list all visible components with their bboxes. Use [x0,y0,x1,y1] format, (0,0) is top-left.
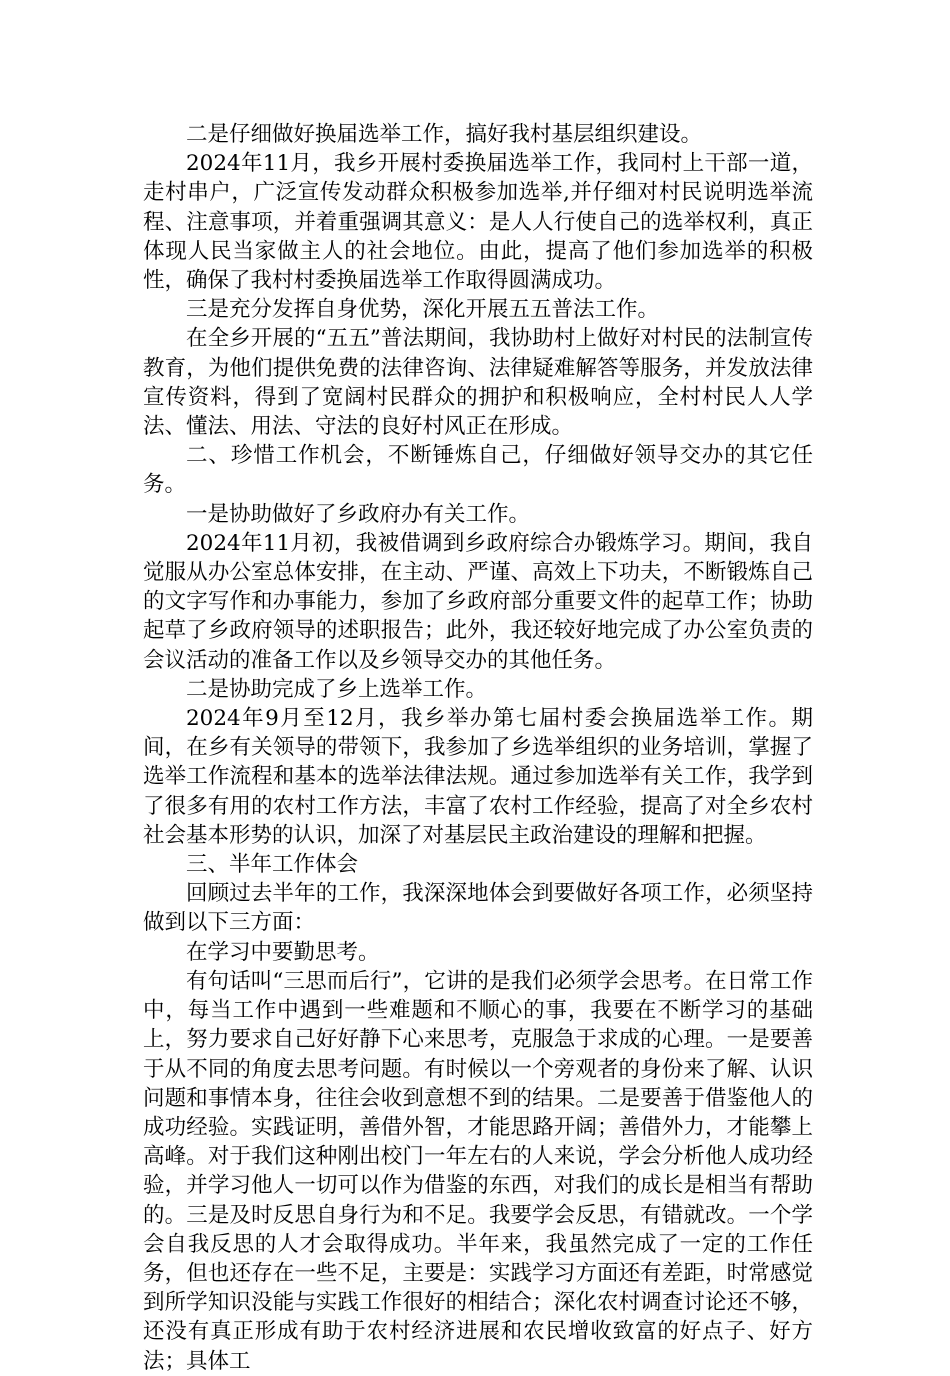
paragraph-law-body: 在全乡开展的“五五”普法期间，我协助村上做好对村民的法制宣传教育，为他们提供免费的法律咨询、法律疑难解答等服务，并发放法律宣传资料，得到了宽阔村民群众的拥护和积极响应，全村村民人人学法、懂法、用法、守法的良好村风正在形成。 [143,326,813,440]
paragraph-thinking-heading: 在学习中要勤思考。 [186,939,380,965]
section-heading-three: 三、半年工作体会 [186,852,359,878]
paragraph-township-election-heading: 二是协助完成了乡上选举工作。 [186,676,488,702]
paragraph-township-election-body: 2024年9月至12月，我乡举办第七届村委会换届选举工作。期间，在乡有关领导的带领下，我参加了乡选举组织的业务培训，掌握了选举工作流程和基本的选举法律法规。通过参加选举有关工作，我学到了很多有用的农村工作方法，丰富了农村工作经验，提高了对全乡农村社会基本形势的认识，加深了对基层民主政治建设的理解和把握。 [143,706,813,848]
document-body [143,120,813,1376]
paragraph-law-heading: 三是充分发挥自身优势，深化开展五五普法工作。 [186,297,660,323]
paragraph-election-body: 2024年11月，我乡开展村委换届选举工作，我同村上干部一道，走村串户，广泛宣传发动群众积极参加选举,并仔细对村民说明选举流程、注意事项，并着重强调其意义：是人人行使自己的选举权利，真正体现人民当家做主人的社会地位。由此，提高了他们参加选举的积极性，确保了我村村委换届选举工作取得圆满成功。 [143,151,813,294]
paragraph-election-heading: 二是仔细做好换届选举工作，搞好我村基层组织建设。 [186,122,703,147]
paragraph-review-intro: 回顾过去半年的工作，我深深地体会到要做好各项工作，必须坚持做到以下三方面： [143,881,813,936]
paragraph-office-heading: 一是协助做好了乡政府办有关工作。 [186,501,531,527]
paragraph-office-body: 2024年11月初，我被借调到乡政府综合办锻炼学习。期间，我自觉服从办公室总体安排，在主动、严谨、高效上下功夫，不断锻炼自己的文字写作和办事能力，参加了乡政府部分重要文件的起草工作；协助起草了乡政府领导的述职报告；此外，我还较好地完成了办公室负责的会议活动的准备工作以及乡领导交办的其他任务。 [143,530,813,673]
paragraph-thinking-body: 有句话叫“三思而后行”，它讲的是我们必须学会思考。在日常工作中，每当工作中遇到一些难题和不顺心的事，我要在不断学习的基础上，努力要求自己好好静下心来思考，克服急于求成的心理。一是要善于从不同的角度去思考问题。有时候以一个旁观者的身份来了解、认识问题和事情本身，往往会收到意想不到的结果。二是要善于借鉴他人的成功经验。实践证明，善借外智，才能思路开阔；善借外力，才能攀上高峰。对于我们这种刚出校门一年左右的人来说，学会分析他人成功经验，并学习他人一切可以作为借鉴的东西，对我们的成长是相当有帮助的。三是及时反思自身行为和不足。我要学会反思，有错就改。一个学会自我反思的人才会取得成功。半年来，我虽然完成了一定的工作任务，但也还存在一些不足，主要是：实践学习方面还有差距，时常感觉到所学知识没能与实践工作很好的相结合；深化农村调查讨论还不够，还没有真正形成有助于农村经济进展和农民增收致富的好点子、好方法；具体工 [143,968,813,1374]
section-heading-two: 二、珍惜工作机会，不断锤炼自己，仔细做好领导交办的其它任务。 [143,443,813,498]
